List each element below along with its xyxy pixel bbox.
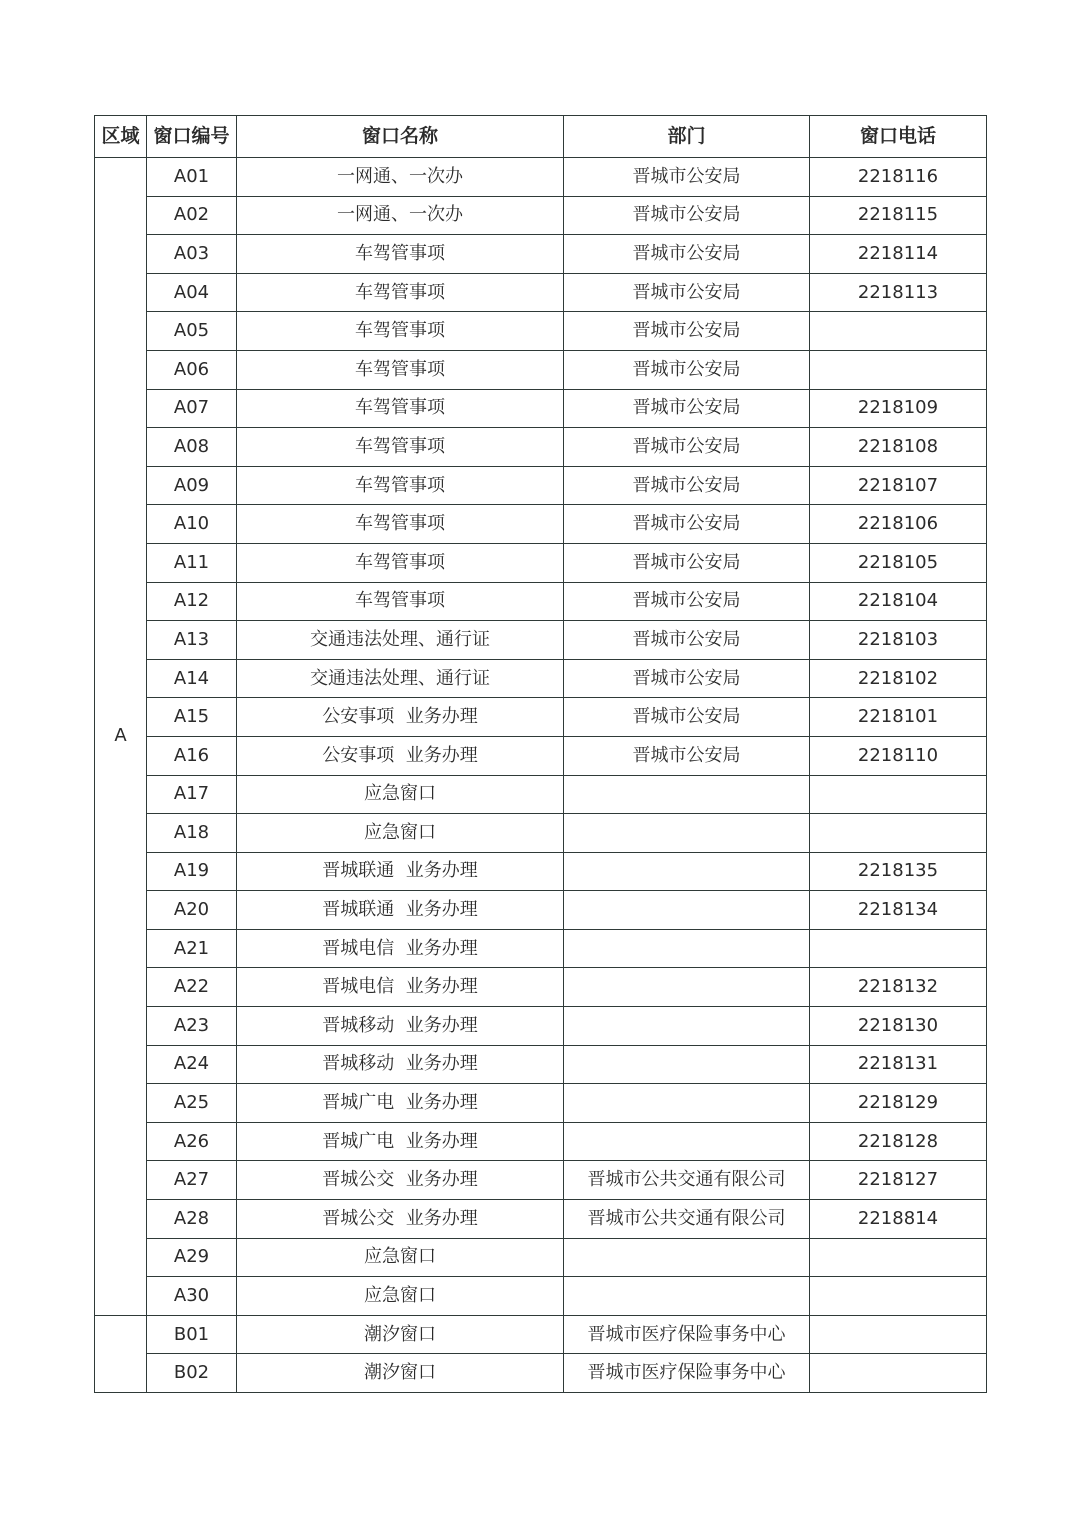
- window-name-cell: 车驾管事项: [237, 543, 564, 582]
- phone-cell: 2218135: [810, 852, 987, 891]
- department-cell: 晋城市公共交通有限公司: [564, 1161, 810, 1200]
- table-row: [95, 1045, 987, 1084]
- phone-cell: 2218114: [810, 235, 987, 274]
- window-name-cell: 晋城公交 业务办理: [237, 1200, 564, 1239]
- phone-cell: 2218116: [810, 158, 987, 197]
- phone-cell: 2218115: [810, 196, 987, 235]
- window-no-cell: A30: [147, 1277, 237, 1316]
- department-cell: [564, 968, 810, 1007]
- table-row: [95, 698, 987, 737]
- window-no-cell: A27: [147, 1161, 237, 1200]
- table-row: [95, 505, 987, 544]
- table-body: [95, 158, 987, 1393]
- table-row: [95, 1200, 987, 1239]
- department-cell: [564, 775, 810, 814]
- window-no-cell: A21: [147, 929, 237, 968]
- window-name-cell: 晋城广电 业务办理: [237, 1084, 564, 1123]
- phone-cell: 2218110: [810, 736, 987, 775]
- window-name-cell: 应急窗口: [237, 1277, 564, 1316]
- department-cell: 晋城市公安局: [564, 505, 810, 544]
- header-window-no: 窗口编号: [147, 116, 237, 158]
- window-name-cell: 一网通、一次办: [237, 196, 564, 235]
- header-department: 部门: [564, 116, 810, 158]
- window-name-cell: 车驾管事项: [237, 273, 564, 312]
- window-no-cell: A02: [147, 196, 237, 235]
- window-name-cell: 公安事项 业务办理: [237, 698, 564, 737]
- table-row: [95, 389, 987, 428]
- phone-cell: [810, 1315, 987, 1354]
- table-row: [95, 968, 987, 1007]
- phone-cell: 2218101: [810, 698, 987, 737]
- department-cell: [564, 1045, 810, 1084]
- phone-cell: 2218130: [810, 1007, 987, 1046]
- window-name-cell: 车驾管事项: [237, 428, 564, 467]
- department-cell: 晋城市公安局: [564, 582, 810, 621]
- window-no-cell: A26: [147, 1122, 237, 1161]
- phone-cell: 2218105: [810, 543, 987, 582]
- window-no-cell: A28: [147, 1200, 237, 1239]
- window-name-cell: 应急窗口: [237, 775, 564, 814]
- window-name-cell: 潮汐窗口: [237, 1354, 564, 1393]
- window-no-cell: A12: [147, 582, 237, 621]
- table-row: [95, 543, 987, 582]
- phone-cell: [810, 1277, 987, 1316]
- window-name-cell: 晋城联通 业务办理: [237, 891, 564, 930]
- window-no-cell: A15: [147, 698, 237, 737]
- window-no-cell: A25: [147, 1084, 237, 1123]
- table-row: [95, 235, 987, 274]
- phone-cell: 2218109: [810, 389, 987, 428]
- window-no-cell: A08: [147, 428, 237, 467]
- table-row: [95, 891, 987, 930]
- table-row: [95, 621, 987, 660]
- header-region: 区域: [95, 116, 147, 158]
- phone-cell: 2218131: [810, 1045, 987, 1084]
- phone-cell: 2218129: [810, 1084, 987, 1123]
- window-no-cell: A10: [147, 505, 237, 544]
- window-name-cell: 潮汐窗口: [237, 1315, 564, 1354]
- header-window-name: 窗口名称: [237, 116, 564, 158]
- window-no-cell: A19: [147, 852, 237, 891]
- department-cell: [564, 852, 810, 891]
- department-cell: 晋城市公安局: [564, 158, 810, 197]
- window-no-cell: A23: [147, 1007, 237, 1046]
- header-row: [95, 116, 987, 158]
- window-name-cell: 车驾管事项: [237, 350, 564, 389]
- window-no-cell: B01: [147, 1315, 237, 1354]
- window-no-cell: A09: [147, 466, 237, 505]
- window-name-cell: 晋城移动 业务办理: [237, 1045, 564, 1084]
- table-row: [95, 582, 987, 621]
- table-row: [95, 466, 987, 505]
- window-no-cell: A20: [147, 891, 237, 930]
- window-name-cell: 公安事项 业务办理: [237, 736, 564, 775]
- department-cell: 晋城市公安局: [564, 698, 810, 737]
- window-name-cell: 晋城联通 业务办理: [237, 852, 564, 891]
- phone-cell: 2218132: [810, 968, 987, 1007]
- phone-cell: 2218128: [810, 1122, 987, 1161]
- table-row: [95, 736, 987, 775]
- window-no-cell: A07: [147, 389, 237, 428]
- window-name-cell: 交通违法处理、通行证: [237, 621, 564, 660]
- table-row: [95, 428, 987, 467]
- table-row: [95, 1315, 987, 1354]
- phone-cell: 2218104: [810, 582, 987, 621]
- table-row: [95, 1084, 987, 1123]
- window-name-cell: 一网通、一次办: [237, 158, 564, 197]
- department-cell: [564, 1084, 810, 1123]
- window-name-cell: 交通违法处理、通行证: [237, 659, 564, 698]
- window-name-cell: 车驾管事项: [237, 389, 564, 428]
- department-cell: 晋城市公安局: [564, 428, 810, 467]
- region-cell: A: [95, 158, 147, 1316]
- phone-cell: [810, 775, 987, 814]
- window-no-cell: B02: [147, 1354, 237, 1393]
- department-cell: 晋城市医疗保险事务中心: [564, 1315, 810, 1354]
- phone-cell: 2218814: [810, 1200, 987, 1239]
- table-row: [95, 312, 987, 351]
- window-name-cell: 晋城电信 业务办理: [237, 968, 564, 1007]
- department-cell: [564, 929, 810, 968]
- phone-cell: [810, 814, 987, 853]
- window-directory-table: [94, 115, 987, 1393]
- window-name-cell: 晋城电信 业务办理: [237, 929, 564, 968]
- window-no-cell: A18: [147, 814, 237, 853]
- table-row: [95, 1238, 987, 1277]
- window-no-cell: A11: [147, 543, 237, 582]
- window-no-cell: A04: [147, 273, 237, 312]
- window-name-cell: 车驾管事项: [237, 582, 564, 621]
- region-cell: [95, 1315, 147, 1392]
- table-row: [95, 929, 987, 968]
- phone-cell: 2218108: [810, 428, 987, 467]
- window-no-cell: A16: [147, 736, 237, 775]
- department-cell: [564, 891, 810, 930]
- department-cell: 晋城市公安局: [564, 543, 810, 582]
- table-row: [95, 1122, 987, 1161]
- phone-cell: 2218106: [810, 505, 987, 544]
- department-cell: 晋城市公安局: [564, 736, 810, 775]
- department-cell: 晋城市公安局: [564, 389, 810, 428]
- window-no-cell: A01: [147, 158, 237, 197]
- department-cell: 晋城市公安局: [564, 350, 810, 389]
- department-cell: 晋城市公安局: [564, 312, 810, 351]
- phone-cell: 2218127: [810, 1161, 987, 1200]
- window-name-cell: 晋城广电 业务办理: [237, 1122, 564, 1161]
- department-cell: 晋城市公安局: [564, 659, 810, 698]
- department-cell: 晋城市公安局: [564, 466, 810, 505]
- window-no-cell: A24: [147, 1045, 237, 1084]
- header-phone: 窗口电话: [810, 116, 987, 158]
- window-no-cell: A05: [147, 312, 237, 351]
- phone-cell: [810, 312, 987, 351]
- window-name-cell: 晋城公交 业务办理: [237, 1161, 564, 1200]
- department-cell: 晋城市公安局: [564, 621, 810, 660]
- window-name-cell: 车驾管事项: [237, 466, 564, 505]
- window-name-cell: 应急窗口: [237, 814, 564, 853]
- department-cell: 晋城市公共交通有限公司: [564, 1200, 810, 1239]
- department-cell: 晋城市公安局: [564, 235, 810, 274]
- window-name-cell: 车驾管事项: [237, 312, 564, 351]
- table-row: [95, 852, 987, 891]
- phone-cell: 2218103: [810, 621, 987, 660]
- department-cell: 晋城市公安局: [564, 196, 810, 235]
- window-no-cell: A14: [147, 659, 237, 698]
- table-row: [95, 350, 987, 389]
- table-row: [95, 158, 987, 197]
- table-row: [95, 1007, 987, 1046]
- window-no-cell: A06: [147, 350, 237, 389]
- phone-cell: [810, 929, 987, 968]
- window-no-cell: A22: [147, 968, 237, 1007]
- table-row: [95, 775, 987, 814]
- department-cell: [564, 1238, 810, 1277]
- department-cell: [564, 814, 810, 853]
- window-no-cell: A13: [147, 621, 237, 660]
- table-row: [95, 1277, 987, 1316]
- department-cell: [564, 1007, 810, 1046]
- window-name-cell: 晋城移动 业务办理: [237, 1007, 564, 1046]
- phone-cell: 2218113: [810, 273, 987, 312]
- table-row: [95, 814, 987, 853]
- phone-cell: 2218102: [810, 659, 987, 698]
- department-cell: 晋城市医疗保险事务中心: [564, 1354, 810, 1393]
- window-no-cell: A29: [147, 1238, 237, 1277]
- table-row: [95, 659, 987, 698]
- phone-cell: 2218107: [810, 466, 987, 505]
- window-no-cell: A17: [147, 775, 237, 814]
- department-cell: [564, 1277, 810, 1316]
- window-name-cell: 应急窗口: [237, 1238, 564, 1277]
- department-cell: 晋城市公安局: [564, 273, 810, 312]
- phone-cell: [810, 350, 987, 389]
- department-cell: [564, 1122, 810, 1161]
- window-no-cell: A03: [147, 235, 237, 274]
- phone-cell: [810, 1354, 987, 1393]
- table-row: [95, 196, 987, 235]
- phone-cell: 2218134: [810, 891, 987, 930]
- table-row: [95, 1161, 987, 1200]
- window-name-cell: 车驾管事项: [237, 505, 564, 544]
- table-row: [95, 273, 987, 312]
- phone-cell: [810, 1238, 987, 1277]
- table-row: [95, 1354, 987, 1393]
- window-name-cell: 车驾管事项: [237, 235, 564, 274]
